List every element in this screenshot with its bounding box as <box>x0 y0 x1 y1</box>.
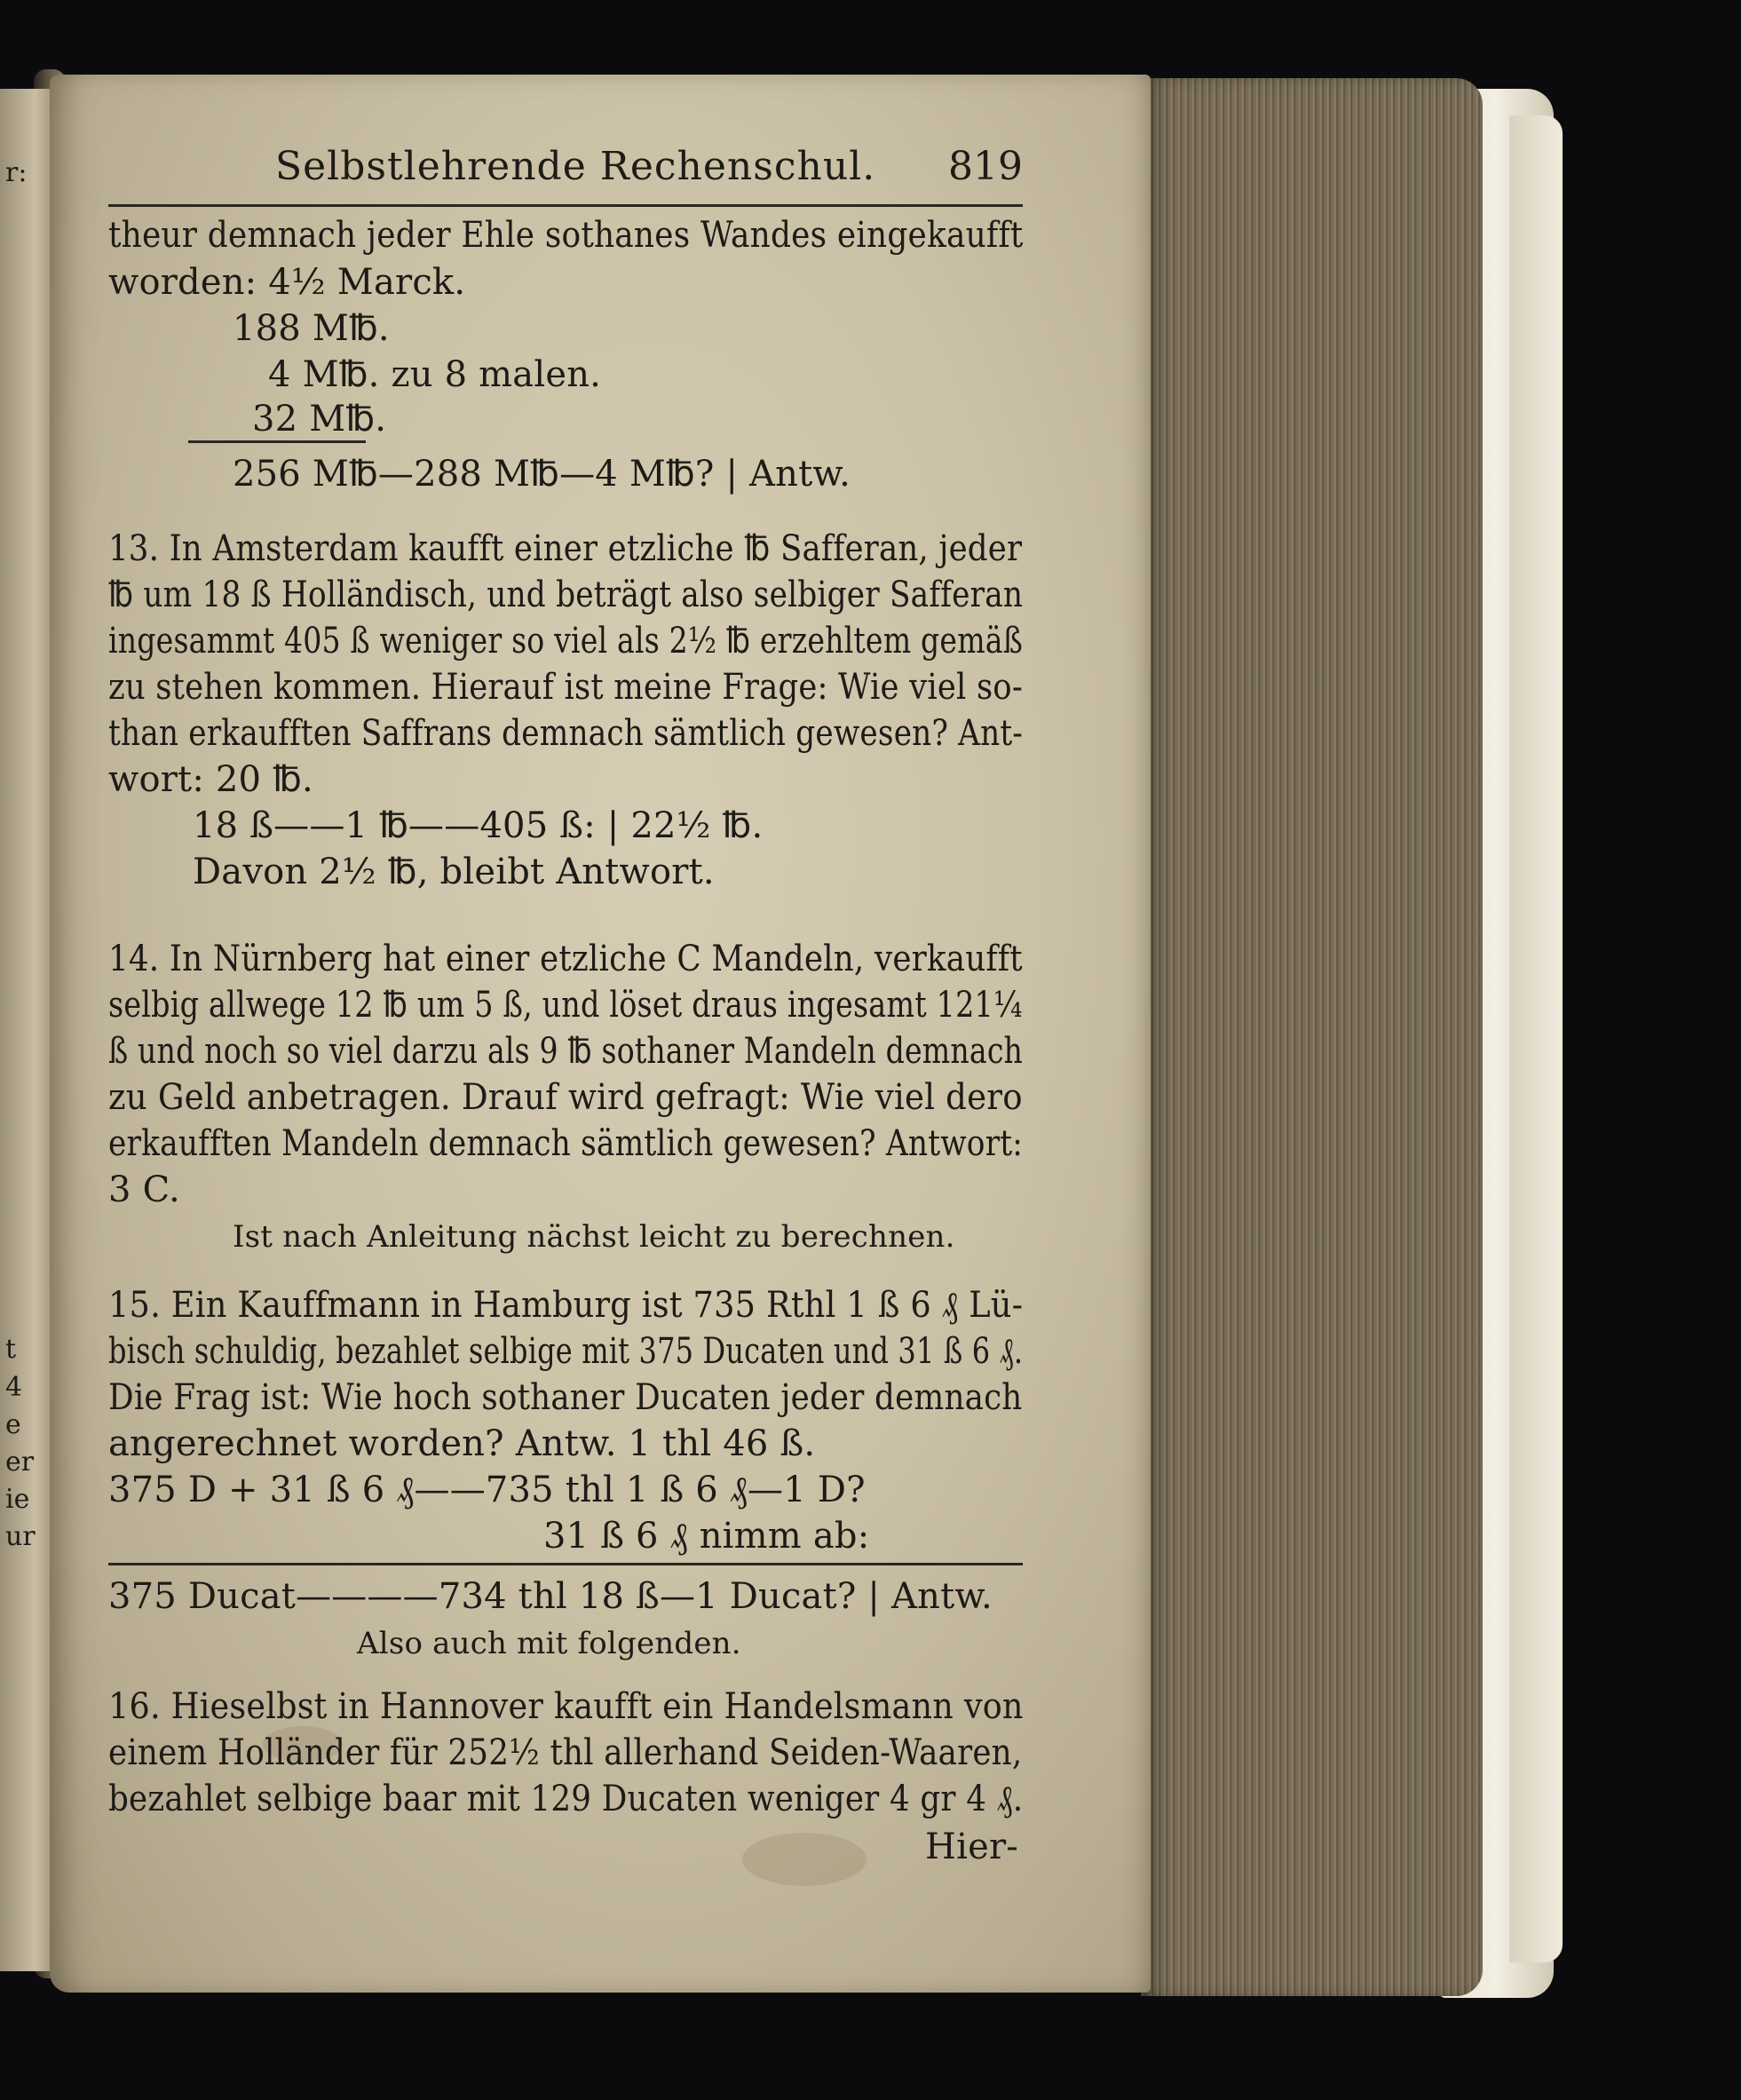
edge-fragment: ur <box>5 1521 36 1552</box>
calc-result: 375 Ducat————734 thl 18 ß—1 Ducat? | Antw. <box>108 1576 993 1617</box>
calc-rule <box>188 440 366 443</box>
text-line: erkaufften Mandeln demnach sämtlich gewesen? Antwort: <box>108 1123 1024 1164</box>
calc-line: 18 ß——1 ℔——405 ß: | 22½ ℔. <box>193 805 764 846</box>
text-line: zu stehen kommen. Hierauf ist meine Frage: Wie viel so- <box>108 667 1023 708</box>
text-line: ingesammt 405 ß weniger so viel als 2½ ℔ erzehltem gemäß <box>108 621 1024 662</box>
page-number: 819 <box>948 144 1023 189</box>
calc-line: 32 M℔. <box>252 399 387 440</box>
book-cover-edge <box>1509 115 1563 1962</box>
note-line: Ist nach Anleitung nächst leicht zu berechnen. <box>233 1219 955 1255</box>
catchword: Hier- <box>925 1827 1018 1867</box>
text-line: zu Geld anbetragen. Drauf wird gefragt: Wie viel dero <box>108 1077 1023 1118</box>
text-line: worden: 4½ Marck. <box>108 262 466 303</box>
edge-fragment: er <box>5 1446 35 1478</box>
edge-fragment: e <box>5 1409 21 1440</box>
edge-fragment: t <box>5 1334 17 1365</box>
running-header <box>108 133 1023 207</box>
calc-line: 375 D + 31 ß 6 ₰——735 thl 1 ß 6 ₰—1 D? <box>108 1470 866 1510</box>
text-line: bisch schuldig, bezahlet selbige mit 375 Ducaten und 31 ß 6 ₰. <box>108 1331 1024 1372</box>
calc-result: 256 M℔—288 M℔—4 M℔? | Antw. <box>233 454 851 495</box>
note-line: Also auch mit folgenden. <box>357 1626 741 1661</box>
edge-fragment: ie <box>5 1484 30 1515</box>
text-line: bezahlet selbige baar mit 129 Ducaten weniger 4 gr 4 ₰. <box>108 1779 1024 1819</box>
text-line: einem Holländer für 252½ thl allerhand Seiden-Waaren, <box>108 1732 1023 1773</box>
calc-line: 31 ß 6 ₰ nimm ab: <box>543 1516 870 1557</box>
paper-stain <box>742 1833 867 1886</box>
text-line: wort: 20 ℔. <box>108 759 313 800</box>
text-line: ß und noch so viel darzu als 9 ℔ sothaner Mandeln demnach <box>108 1031 1024 1072</box>
text-line: 3 C. <box>108 1169 180 1210</box>
text-line: angerechnet worden? Antw. 1 thl 46 ß. <box>108 1423 816 1464</box>
calc-line: Davon 2½ ℔, bleibt Antwort. <box>193 852 715 892</box>
text-line: than erkaufften Saffrans demnach sämtlich gewesen? Ant- <box>108 713 1024 754</box>
text-line: selbig allwege 12 ℔ um 5 ß, und löset draus ingesamt 121¼ <box>108 985 1023 1026</box>
calc-line: 188 M℔. <box>233 308 390 349</box>
text-line: 16. Hieselbst in Hannover kaufft ein Handelsmann von <box>108 1686 1024 1727</box>
edge-fragment: r: <box>5 157 28 188</box>
running-title: Selbstlehrende Rechenschul. <box>275 144 876 189</box>
text-line: 13. In Amsterdam kaufft einer etzliche ℔ Safferan, jeder <box>108 528 1023 569</box>
text-line: Die Frag ist: Wie hoch sothaner Ducaten jeder demnach <box>108 1377 1023 1418</box>
text-line: ℔ um 18 ß Holländisch, und beträgt also selbiger Safferan <box>108 575 1024 615</box>
page-block-fore-edge <box>1141 78 1483 1996</box>
calc-rule <box>108 1563 1023 1565</box>
calc-line: 4 M℔. zu 8 malen. <box>268 354 602 395</box>
text-line: 15. Ein Kauffmann in Hamburg ist 735 Rthl 1 ß 6 ₰ Lü- <box>108 1285 1024 1326</box>
edge-fragment: 4 <box>5 1372 23 1403</box>
text-line: 14. In Nürnberg hat einer etzliche C Mandeln, verkaufft <box>108 939 1023 979</box>
text-line: theur demnach jeder Ehle sothanes Wandes eingekaufft <box>108 215 1024 256</box>
